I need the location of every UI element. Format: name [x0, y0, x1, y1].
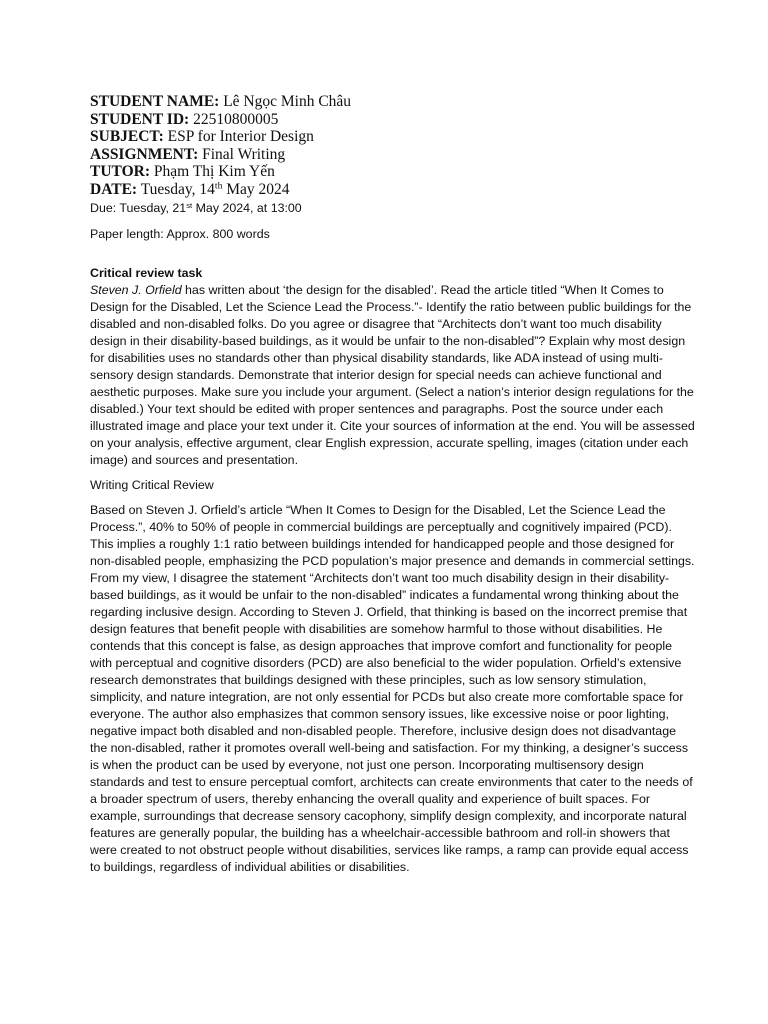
date-sup: th — [214, 180, 223, 192]
subject: ESP for Interior Design — [167, 128, 314, 146]
student-name: Lê Ngọc Minh Châu — [223, 93, 352, 110]
tutor: Phạm Thị Kim Yến — [153, 163, 275, 181]
student-name-label: STUDENT NAME: — [90, 93, 220, 110]
due-post: May 2024, at 13:00 — [192, 200, 302, 215]
student-id-line — [90, 111, 696, 129]
date-pre: Tuesday, 14 — [140, 180, 215, 198]
student-name-line — [90, 93, 696, 111]
review-paragraph-2: From my view, I disagree the statement “Architects don’t want too much disability design in their disability-based buildings, as it would be unfair to the non-disabled” indicates a fundamental wrong thinking about the regarding inclusive design. According to Steven J. Orfield, that thinking is based on the incorrect premise that design features that benefit people with disabilities are somehow harmful to those without disabilities. He contends that this concept is false, as design approaches that improve comfort and functionality for people with perceptual and cognitive disorders (PCD) are also beneficial to the wider population. Orfield’s extensive research demonstrates that buildings designed with these principles, such as low sensory stimulation, simplicity, and nature integration, are not only essential for PCDs but also create more comfortable space for everyone. The author also emphasizes that common sensory issues, like excessive noise or poor lighting, negative impact both disabled and non-disabled people. Therefore, inclusive design does not disadvantage the non-disabled, rather it promotes overall well-being and satisfaction. For my thinking, a designer’s success is when the product can be used by everyone, not just one person. Incorporating multisensory design standards and test to ensure perceptual comfort, architects can create environments that cater to the needs of a broader spectrum of users, thereby enhancing the overall quality and experience of built spaces. For example, surroundings that decrease sensory cacophony, simplify design complexity, and incorporate natural features are generally popular, the building has a wheelchair-accessible bathroom and roll-in showers that were created to not obstruct people without disabilities, services like ramps, a ramp can provide equal access to buildings, regardless of individual abilities or disabilities. — [90, 570, 693, 874]
assignment: Final Writing — [202, 145, 286, 163]
review-heading: Writing Critical Review — [90, 477, 214, 492]
task-author: Steven J. Orfield — [90, 282, 182, 297]
task-paragraph — [90, 282, 696, 469]
due-sup: st — [186, 200, 193, 210]
paper-length: Paper length: Approx. 800 words — [90, 226, 270, 241]
header-block — [90, 93, 696, 199]
assignment-label: ASSIGNMENT: — [90, 145, 199, 163]
date-line — [90, 181, 696, 199]
tutor-line — [90, 163, 696, 181]
task-title: Critical review task — [90, 265, 203, 280]
student-id-label: STUDENT ID: — [90, 110, 190, 128]
date-post: May 2024 — [222, 180, 290, 198]
date-label: DATE: — [90, 180, 138, 198]
due-pre: Due: Tuesday, 21 — [90, 200, 187, 215]
student-id: 22510800005 — [193, 110, 279, 128]
review-paragraph-1: Based on Steven J. Orfield’s article “When It Comes to Design for the Disabled, Let the Science Lead the Process.”, 40% to 50% of people in commercial buildings are perceptually and cognitively impaired (PCD). This implies a roughly 1:1 ratio between buildings intended for handicapped people and those designed for non-disabled people, emphasizing the PCD population’s major presence and demands in commercial settings. — [90, 502, 695, 568]
tutor-label: TUTOR: — [90, 163, 151, 181]
subject-line — [90, 128, 696, 146]
task-body: has written about ‘the design for the disabled’. Read the article titled “When It Comes to Design for the Disabled, Let the Science Lead the Process.”- Identify the ratio between public buildings for the disabled and non-disabled folks. Do you agree or disagree that “Architects don’t want too much disability design in their disability-based buildings, as it would be unfair to the non-disabled”? Explain why most design for disabilities uses no standards other than physical disability standards, like ADA instead of using multi-sensory design standards. Demonstrate that interior design for special needs can achieve functional and aesthetic purposes. Make sure you include your argument. (Select a nation’s interior design regulations for the disabled.) Your text should be edited with proper sentences and paragraphs. Post the source under each illustrated image and place your text under it. Cite your sources of information at the end. You will be assessed on your analysis, effective argument, clear English expression, accurate spelling, images (citation under each image) and sources and presentation. — [90, 282, 695, 467]
assignment-line — [90, 146, 696, 164]
due-line — [90, 200, 696, 217]
subject-label: SUBJECT: — [90, 128, 164, 146]
